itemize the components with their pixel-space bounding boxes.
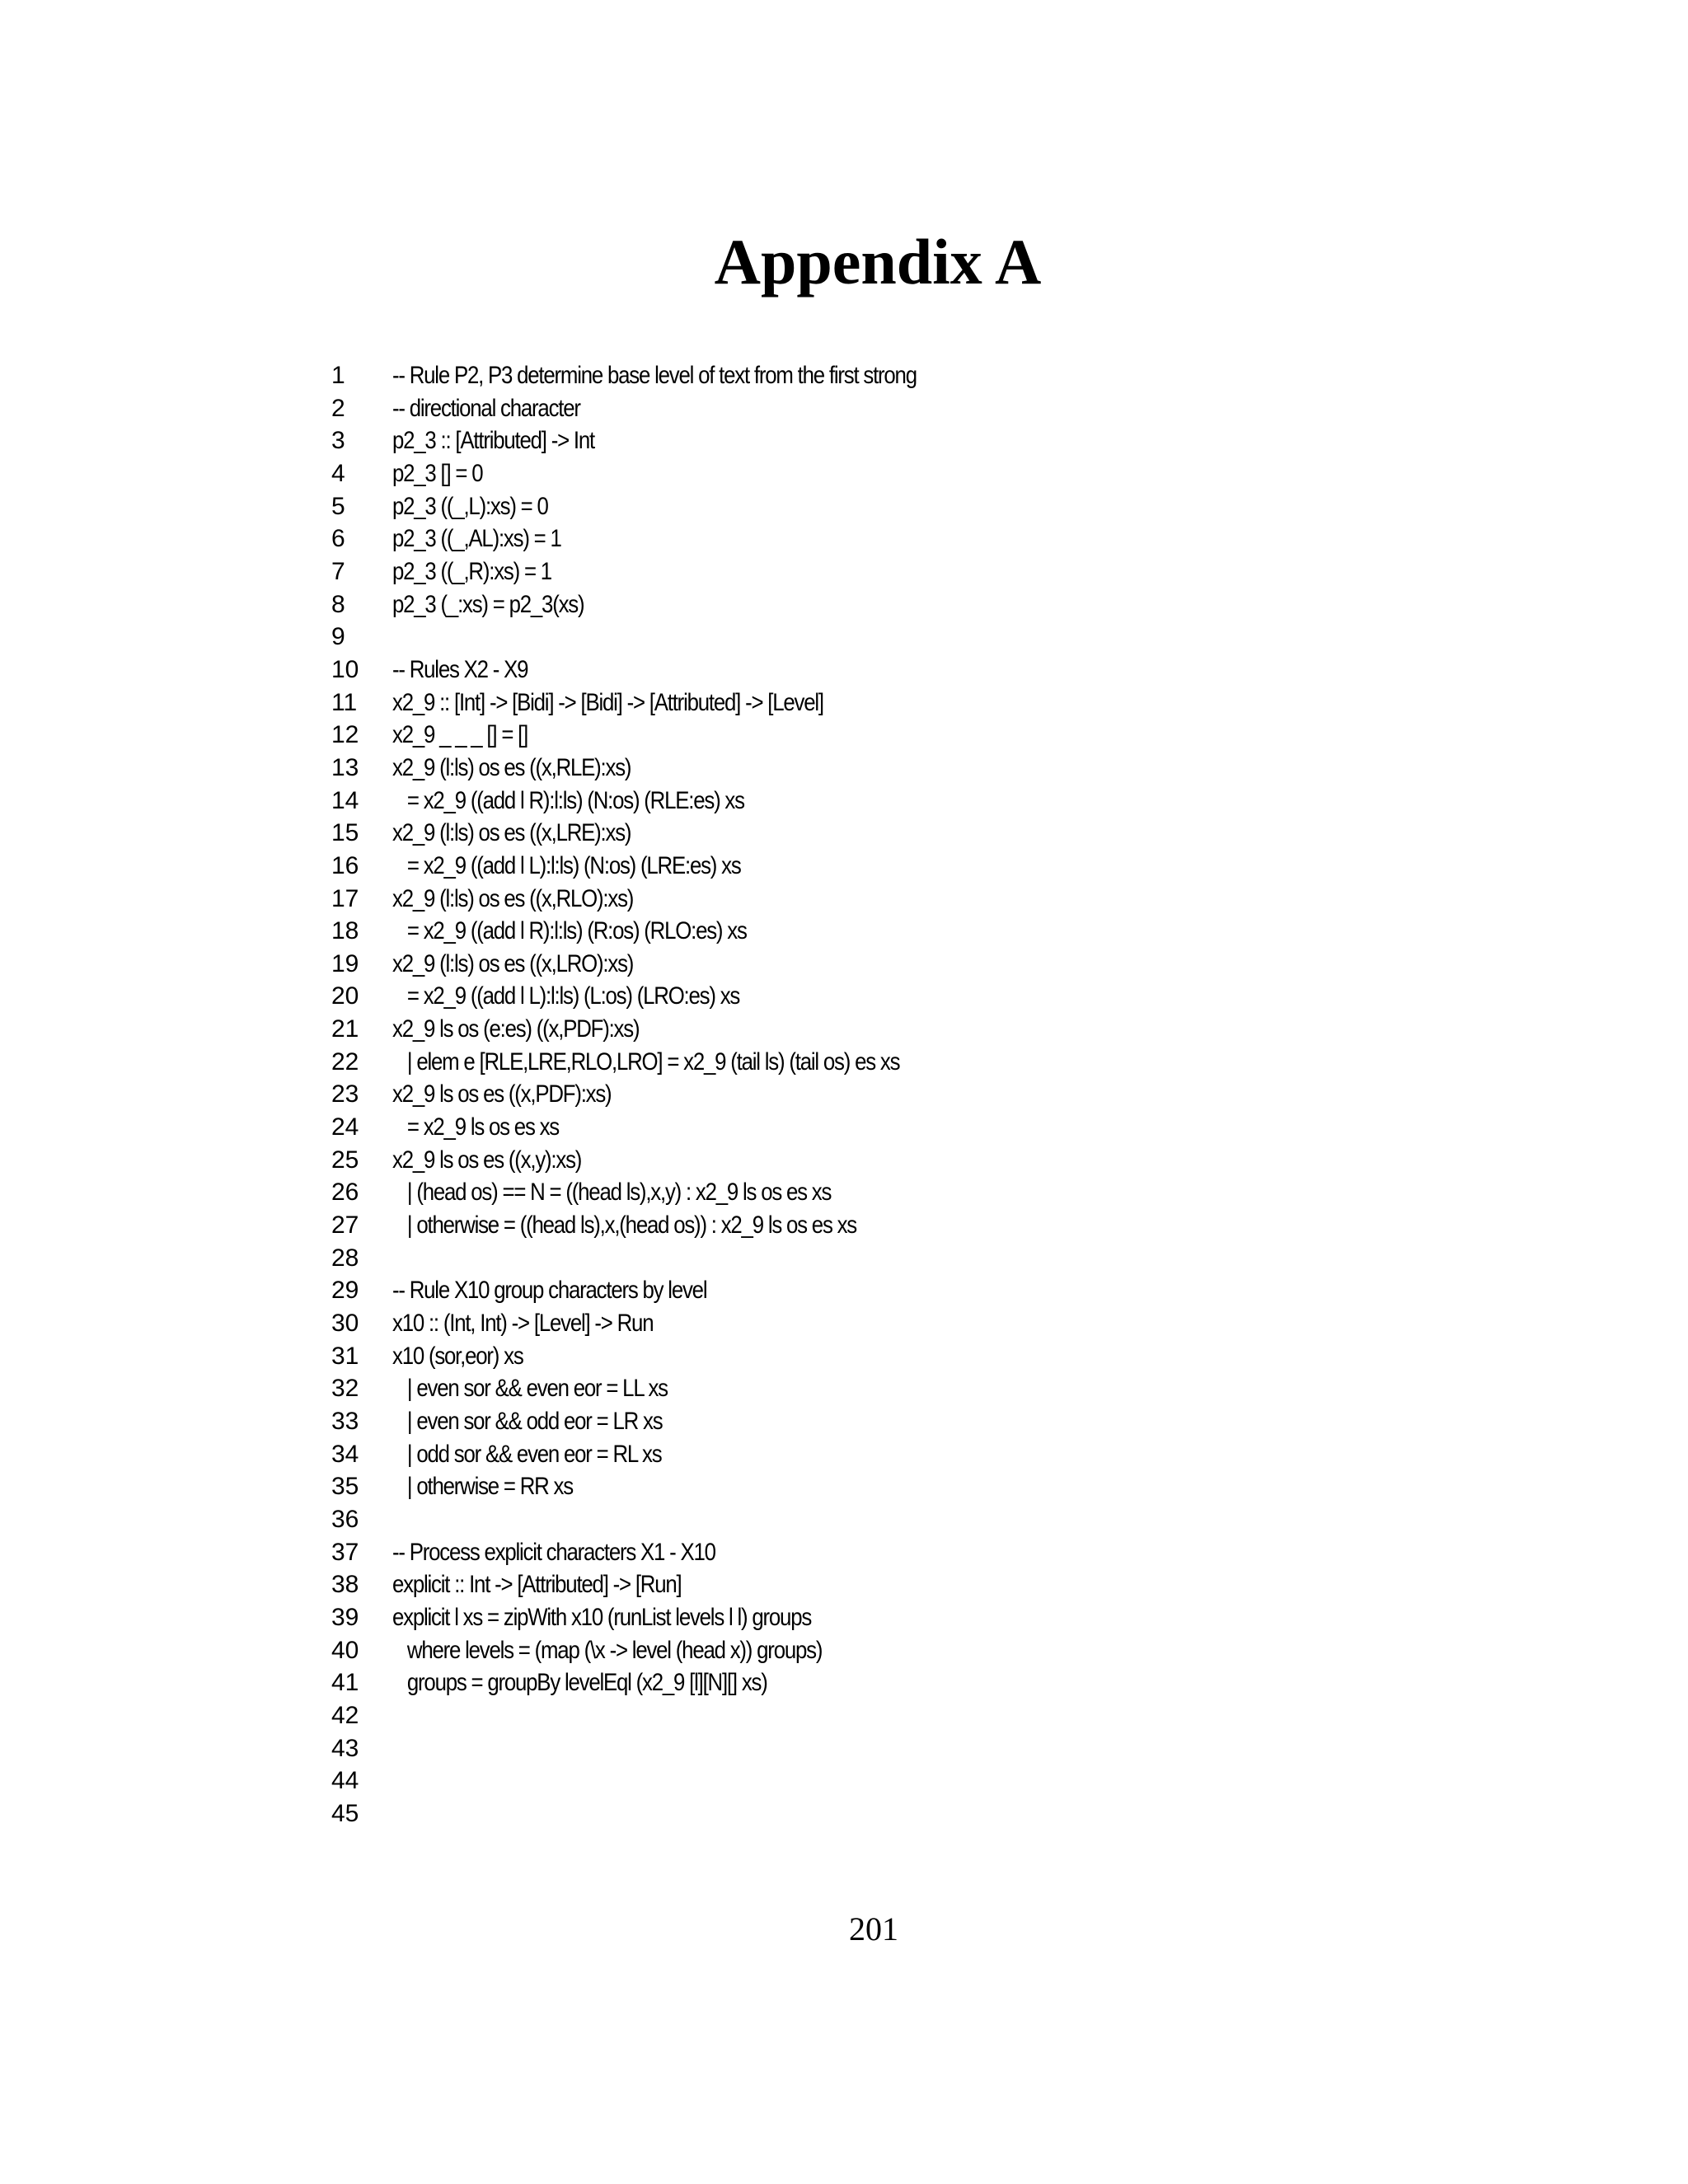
code-text: | odd sor && even eor = RL xs xyxy=(392,1440,662,1468)
code-line xyxy=(331,621,1568,654)
code-line xyxy=(331,1536,1568,1569)
code-line xyxy=(331,1144,1568,1177)
line-number: 38 xyxy=(331,1571,359,1599)
line-number: 13 xyxy=(331,753,359,781)
code-line xyxy=(331,359,1568,392)
code-line xyxy=(331,1568,1568,1601)
code-line xyxy=(331,817,1568,850)
line-number: 44 xyxy=(331,1767,359,1795)
code-line xyxy=(331,1307,1568,1340)
line-number: 7 xyxy=(331,557,345,585)
line-number: 35 xyxy=(331,1473,359,1501)
code-line xyxy=(331,1176,1568,1209)
page-number: 201 xyxy=(849,1910,898,1947)
code-line xyxy=(331,883,1568,916)
code-line xyxy=(331,785,1568,818)
code-line xyxy=(331,392,1568,425)
line-number: 22 xyxy=(331,1047,359,1076)
code-text: p2_3 ((_,AL):xs) = 1 xyxy=(392,525,561,553)
code-text: -- Rules X2 - X9 xyxy=(392,655,528,683)
code-text: x2_9 (l:ls) os es ((x,LRO):xs) xyxy=(392,949,634,977)
code-line xyxy=(331,1111,1568,1144)
code-line xyxy=(331,654,1568,687)
code-line xyxy=(331,1209,1568,1242)
line-number: 41 xyxy=(331,1669,359,1697)
line-number: 20 xyxy=(331,982,359,1010)
code-text: x2_9 :: [Int] -> [Bidi] -> [Bidi] -> [Attributed] -> [Level] xyxy=(392,688,823,716)
code-text: = x2_9 ((add l L):l:ls) (L:os) (LRO:es) xs xyxy=(392,982,740,1010)
line-number: 37 xyxy=(331,1538,359,1566)
appendix-heading: Appendix A xyxy=(714,226,1042,298)
code-text: = x2_9 ((add l R):l:ls) (R:os) (RLO:es) xs xyxy=(392,917,747,945)
code-text: | (head os) == N = ((head ls),x,y) : x2_9 ls os es xs xyxy=(392,1179,832,1207)
code-text: x2_9 ls os (e:es) ((x,PDF):xs) xyxy=(392,1015,640,1043)
code-line xyxy=(331,1372,1568,1405)
line-number: 45 xyxy=(331,1799,359,1827)
code-text: x2_9 ls os es ((x,y):xs) xyxy=(392,1146,582,1174)
code-line xyxy=(331,1601,1568,1634)
line-number: 3 xyxy=(331,427,345,455)
line-number: 5 xyxy=(331,492,345,520)
code-text: = x2_9 ls os es xs xyxy=(392,1113,560,1141)
code-text: | elem e [RLE,LRE,RLO,LRO] = x2_9 (tail ls) (tail os) es xs xyxy=(392,1047,900,1076)
code-line xyxy=(331,850,1568,883)
code-text: groups = groupBy levelEql (x2_9 [l][N][] xs) xyxy=(392,1669,767,1697)
code-text: p2_3 :: [Attributed] -> Int xyxy=(392,427,595,455)
line-number: 23 xyxy=(331,1080,359,1108)
code-text: | otherwise = ((head ls),x,(head os)) : x2_9 ls os es xs xyxy=(392,1212,857,1240)
code-text: x2_9 ls os es ((x,PDF):xs) xyxy=(392,1080,612,1108)
line-number: 14 xyxy=(331,786,359,814)
line-number: 39 xyxy=(331,1603,359,1631)
line-number: 4 xyxy=(331,459,345,487)
line-number: 27 xyxy=(331,1212,359,1240)
line-number: 34 xyxy=(331,1440,359,1468)
code-text: x10 (sor,eor) xs xyxy=(392,1342,523,1370)
code-line xyxy=(331,1503,1568,1536)
code-line xyxy=(331,1438,1568,1471)
code-line xyxy=(331,490,1568,523)
code-line xyxy=(331,1634,1568,1667)
line-number: 26 xyxy=(331,1179,359,1207)
code-line xyxy=(331,1013,1568,1046)
code-text: p2_3 [] = 0 xyxy=(392,459,483,487)
code-text: | even sor && odd eor = LR xs xyxy=(392,1408,663,1435)
line-number: 16 xyxy=(331,851,359,879)
line-number: 15 xyxy=(331,819,359,847)
code-text: where levels = (map (\x -> level (head x)) groups) xyxy=(392,1636,823,1664)
line-number: 11 xyxy=(331,688,358,716)
code-line xyxy=(331,948,1568,981)
code-line xyxy=(331,1340,1568,1373)
code-line xyxy=(331,1699,1568,1732)
code-text: x2_9 (l:ls) os es ((x,RLO):xs) xyxy=(392,884,634,912)
code-text: x2_9 (l:ls) os es ((x,RLE):xs) xyxy=(392,753,631,781)
code-line xyxy=(331,1046,1568,1079)
code-text: p2_3 ((_,R):xs) = 1 xyxy=(392,557,551,585)
code-text: | even sor && even eor = LL xs xyxy=(392,1375,668,1403)
code-text: = x2_9 ((add l R):l:ls) (N:os) (RLE:es) xs xyxy=(392,786,744,814)
code-listing xyxy=(331,359,1568,1830)
code-line xyxy=(331,523,1568,555)
line-number: 33 xyxy=(331,1408,359,1435)
code-line xyxy=(331,1666,1568,1699)
line-number: 42 xyxy=(331,1701,359,1729)
code-text: -- directional character xyxy=(392,394,580,422)
code-text: p2_3 (_:xs) = p2_3(xs) xyxy=(392,590,584,618)
code-text: x10 :: (Int, Int) -> [Level] -> Run xyxy=(392,1310,654,1338)
code-line xyxy=(331,1765,1568,1797)
line-number: 36 xyxy=(331,1505,359,1533)
line-number: 40 xyxy=(331,1636,359,1664)
code-text: explicit l xs = zipWith x10 (runList levels l l) groups xyxy=(392,1603,812,1631)
line-number: 2 xyxy=(331,394,345,422)
code-line xyxy=(331,980,1568,1013)
code-text: p2_3 ((_,L):xs) = 0 xyxy=(392,492,548,520)
line-number: 6 xyxy=(331,525,345,553)
line-number: 18 xyxy=(331,917,359,945)
code-line xyxy=(331,555,1568,588)
code-line xyxy=(331,1078,1568,1111)
code-line xyxy=(331,1405,1568,1438)
line-number: 24 xyxy=(331,1113,359,1141)
code-line xyxy=(331,424,1568,457)
line-number: 29 xyxy=(331,1277,359,1305)
line-number: 32 xyxy=(331,1375,359,1403)
line-number: 31 xyxy=(331,1342,359,1370)
code-line xyxy=(331,1732,1568,1765)
line-number: 30 xyxy=(331,1310,359,1338)
code-text: = x2_9 ((add l L):l:ls) (N:os) (LRE:es) xs xyxy=(392,851,741,879)
line-number: 19 xyxy=(331,949,359,977)
line-number: 9 xyxy=(331,623,345,651)
line-number: 8 xyxy=(331,590,345,618)
line-number: 17 xyxy=(331,884,359,912)
code-text: x2_9 (l:ls) os es ((x,LRE):xs) xyxy=(392,819,631,847)
code-text: -- Rule P2, P3 determine base level of text from the first strong xyxy=(392,362,917,389)
code-line xyxy=(331,687,1568,719)
code-line xyxy=(331,1242,1568,1275)
line-number: 1 xyxy=(331,362,345,389)
line-number: 25 xyxy=(331,1146,359,1174)
line-number: 10 xyxy=(331,655,359,683)
line-number: 12 xyxy=(331,721,359,749)
code-line xyxy=(331,588,1568,621)
line-number: 21 xyxy=(331,1015,359,1043)
code-line xyxy=(331,719,1568,752)
line-number: 43 xyxy=(331,1734,359,1762)
code-line xyxy=(331,1797,1568,1830)
code-line xyxy=(331,1470,1568,1503)
code-line xyxy=(331,457,1568,490)
code-text: x2_9 _ _ _ [] = [] xyxy=(392,721,528,749)
code-text: -- Rule X10 group characters by level xyxy=(392,1277,707,1305)
code-text: -- Process explicit characters X1 - X10 xyxy=(392,1538,715,1566)
code-text: explicit :: Int -> [Attributed] -> [Run] xyxy=(392,1571,682,1599)
code-line xyxy=(331,1274,1568,1307)
code-line xyxy=(331,752,1568,785)
line-number: 28 xyxy=(331,1244,359,1272)
code-line xyxy=(331,915,1568,948)
code-text: | otherwise = RR xs xyxy=(392,1473,573,1501)
